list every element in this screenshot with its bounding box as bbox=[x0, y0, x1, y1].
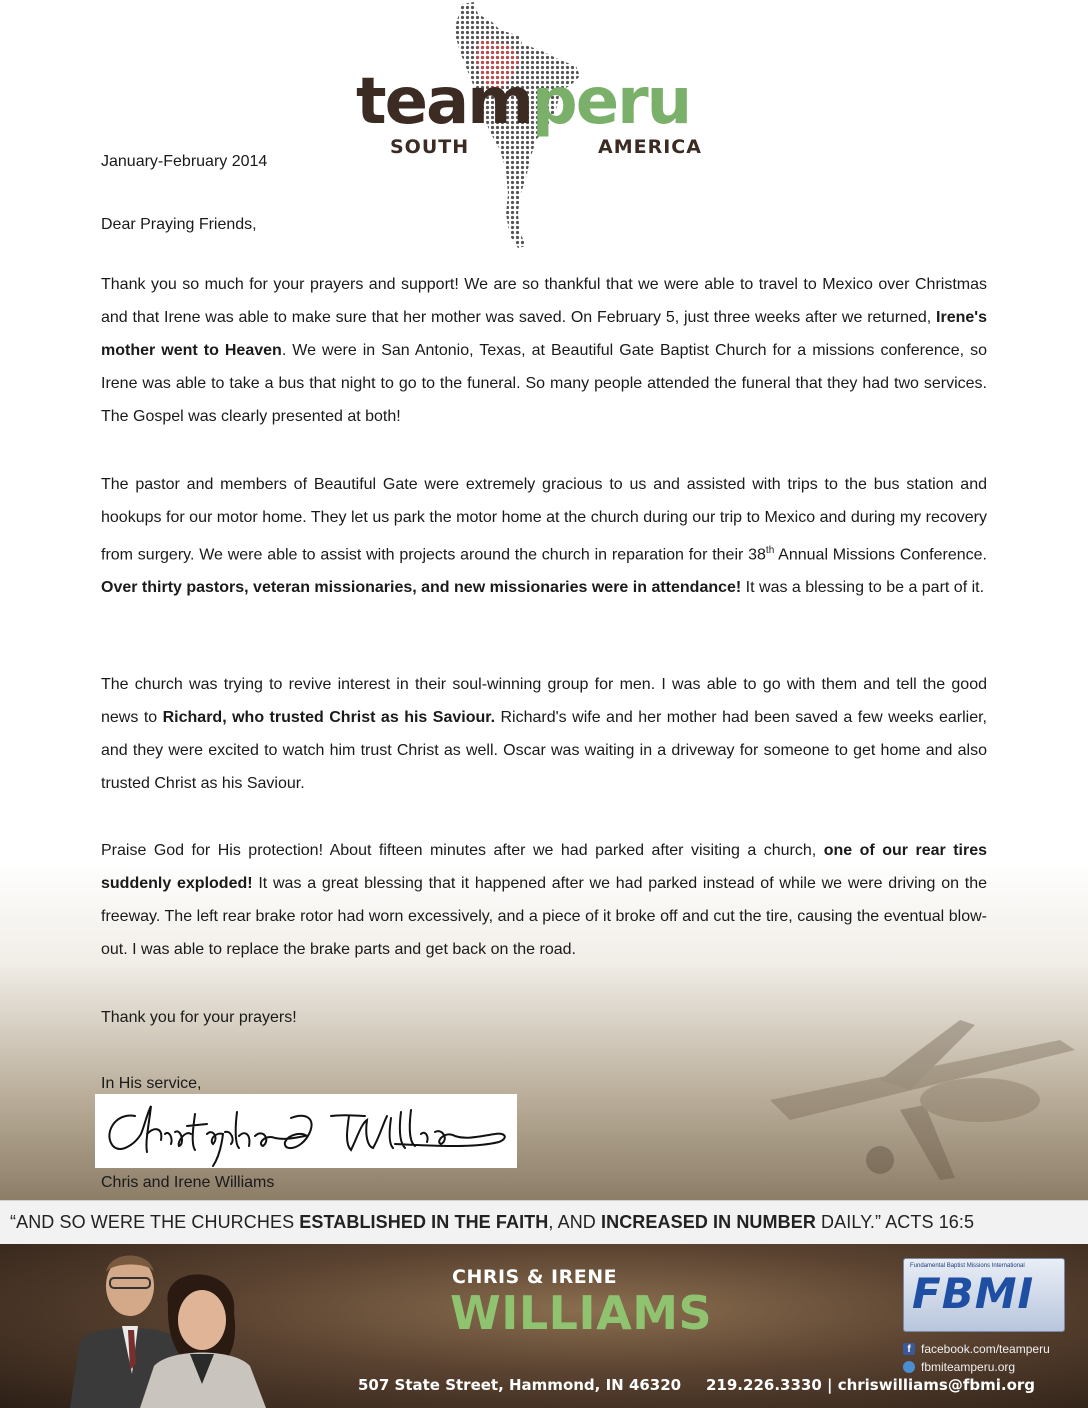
verse-text bbox=[10, 1212, 974, 1233]
verse-banner bbox=[0, 1200, 1088, 1246]
letter-greeting: Dear Praying Friends, bbox=[101, 216, 257, 233]
letter-signer: Chris and Irene Williams bbox=[101, 1174, 275, 1191]
p2-bold: Over thirty pastors, veteran missionaries, and new missionaries were in attendance! bbox=[101, 579, 742, 597]
logo-word-team: team bbox=[356, 65, 532, 139]
footer-address: 507 State Street, Hammond, IN 46320 bbox=[358, 1376, 682, 1394]
letter-thanks: Thank you for your prayers! bbox=[101, 1009, 297, 1026]
p2-text-d: It was a blessing to be a part of it. bbox=[741, 579, 985, 597]
logo-word-peru: peru bbox=[531, 65, 691, 139]
website-link[interactable] bbox=[903, 1358, 1050, 1376]
facebook-link[interactable] bbox=[903, 1340, 1050, 1358]
logo-america: AMERICA bbox=[598, 136, 702, 158]
letter-closing: In His service, bbox=[101, 1075, 202, 1092]
logo-south: SOUTH bbox=[390, 136, 470, 158]
names-top: CHRIS & IRENE bbox=[452, 1266, 618, 1288]
p4-text-c: It was a great blessing that it happened after we had parked instead of while we were driving on the freeway. The left rear brake rotor had worn excessively, and a piece of it broke off and cut the tire, causing the eventual blow-out. I was able to replace the brake parts and get back on the road. bbox=[101, 875, 988, 958]
p1-text-a: Thank you so much for your prayers and support! We are so thankful that we were able to travel to Mexico over Christmas and that Irene was able to make sure that her mother was saved. On February 5, just three weeks after we returned, bbox=[101, 276, 987, 326]
paragraph-2 bbox=[101, 468, 987, 604]
p2-superscript: th bbox=[765, 545, 775, 556]
paragraph-3 bbox=[101, 668, 987, 800]
p1-text-c: . We were in San Antonio, Texas, at Beautiful Gate Baptist Church for a missions conference, so Irene was able to take a bus that night to go to the funeral. So many people attended the funeral that they had two services. The Gospel was clearly presented at both! bbox=[101, 342, 988, 425]
p3-bold: Richard, who trusted Christ as his Saviour. bbox=[162, 709, 496, 726]
missionary-couple-photo bbox=[10, 1244, 280, 1408]
p1-bold: Irene's mother went to Heaven bbox=[101, 309, 987, 359]
logo-wordmark bbox=[356, 65, 691, 139]
p3-text-a: The church was trying to revive interest in their soul-winning group for men. I was able to go with them and tell the good news to bbox=[101, 676, 987, 726]
footer-banner bbox=[0, 1244, 1088, 1408]
social-links bbox=[903, 1340, 1050, 1376]
paragraph-1 bbox=[101, 268, 987, 433]
footer-contact: 219.226.3330 | chriswilliams@fbmi.org bbox=[706, 1376, 1036, 1394]
verse-part-e: DAILY.” ACTS 16:5 bbox=[815, 1212, 975, 1232]
website-text: fbmiteamperu.org bbox=[921, 1360, 1016, 1374]
facebook-icon: f bbox=[903, 1343, 915, 1355]
fbmi-logo bbox=[903, 1258, 1065, 1332]
names-big: WILLIAMS bbox=[450, 1286, 713, 1340]
fbmi-wordmark: FBMI bbox=[912, 1269, 1035, 1318]
verse-bold-1: ESTABLISHED IN THE FAITH bbox=[299, 1212, 549, 1232]
facebook-text: facebook.com/teamperu bbox=[921, 1342, 1050, 1356]
verse-bold-2: INCREASED IN NUMBER bbox=[601, 1212, 816, 1232]
letter-date: January-February 2014 bbox=[101, 153, 268, 170]
p3-text-c: Richard's wife and her mother had been saved a few weeks earlier, and they were excited to watch him trust Christ as well. Oscar was waiting in a driveway for someone to get home and also trusted Christ as his Saviour. bbox=[101, 709, 987, 792]
handwritten-signature-icon bbox=[95, 1094, 517, 1168]
p4-bold: one of our rear tires suddenly exploded! bbox=[101, 842, 987, 892]
p2-text-b: Annual Missions Conference. bbox=[774, 546, 987, 564]
signature-image bbox=[95, 1094, 517, 1168]
paragraph-4 bbox=[101, 834, 987, 966]
verse-part-c: , AND bbox=[548, 1212, 601, 1232]
verse-part-a: “AND SO WERE THE CHURCHES bbox=[10, 1212, 300, 1232]
globe-icon bbox=[903, 1361, 915, 1373]
p2-text-a: The pastor and members of Beautiful Gate were extremely gracious to us and assisted with trips to the bus station and hookups for our motor home. They let us park the motor home at the church during our trip to Mexico and during my recovery from surgery. We were able to assist with projects around the church in reparation for their 38 bbox=[101, 476, 987, 564]
p4-text-a: Praise God for His protection! About fifteen minutes after we had parked after visiting a church, bbox=[101, 842, 824, 859]
fbmi-subtitle: Fundamental Baptist Missions International bbox=[910, 1263, 1025, 1269]
